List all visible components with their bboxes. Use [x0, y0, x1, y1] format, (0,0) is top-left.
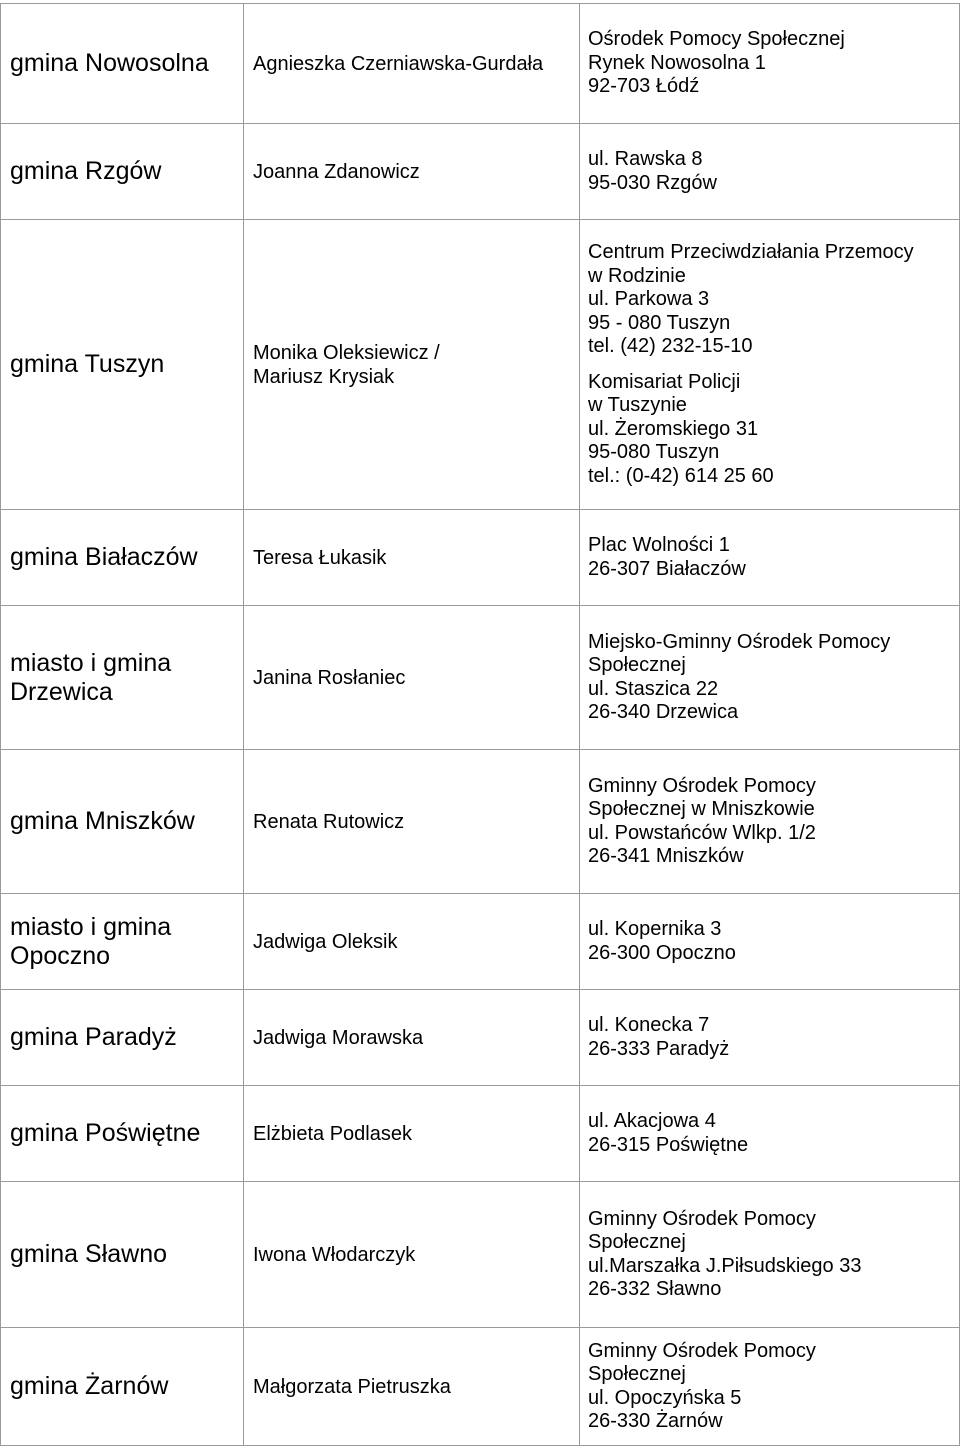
address-cell	[580, 990, 960, 1086]
address-line: Gminny Ośrodek Pomocy	[588, 1207, 816, 1230]
contact-person-name: Elżbieta Podlasek	[253, 1122, 412, 1145]
address-line: Społecznej w Mniszkowie	[588, 798, 815, 820]
gmina-name: gmina Białaczów	[10, 543, 198, 571]
address-line: Komisariat Policji	[588, 370, 741, 393]
address-line: 95 - 080 Tuszyn	[588, 311, 731, 334]
contact-person-name: Agnieszka Czerniawska-Gurdała	[253, 52, 544, 75]
contact-person-cell	[244, 1182, 580, 1328]
address-cell	[580, 220, 960, 510]
address-line: 26-315 Poświętne	[588, 1133, 749, 1156]
gmina-cell	[1, 990, 244, 1086]
address-line: ul. Żeromskiego 31	[588, 417, 759, 440]
contact-person-name: Teresa Łukasik	[253, 546, 387, 569]
gmina-name: gmina Poświętne	[10, 1119, 201, 1147]
contact-person-cell	[244, 990, 580, 1086]
address-line: ul. Parkowa 3	[588, 288, 710, 310]
address-line: ul. Konecka 7	[588, 1014, 710, 1036]
gmina-name: gmina Tuszyn	[10, 350, 165, 378]
address-line: tel.: (0-42) 614 25 60	[588, 464, 774, 487]
address-line: 26-332 Sławno	[588, 1278, 722, 1300]
address-line: Społecznej	[588, 1231, 686, 1253]
address-line: 95-080 Tuszyn	[588, 441, 720, 463]
gmina-name: miasto i gmina	[10, 912, 172, 941]
address-line: Społecznej	[588, 654, 686, 676]
gmina-cell	[1, 4, 244, 124]
contact-person-name: Monika Oleksiewicz /	[253, 341, 440, 364]
contact-person-cell	[244, 750, 580, 894]
contact-table	[0, 3, 960, 1446]
table-row	[1, 1328, 960, 1446]
address-line: ul. Rawska 8	[588, 148, 703, 170]
address-line: Ośrodek Pomocy Społecznej	[588, 28, 845, 51]
address-line: Centrum Przeciwdziałania Przemocy	[588, 241, 914, 263]
address-cell	[580, 124, 960, 220]
address-cell	[580, 606, 960, 750]
table-row	[1, 124, 960, 220]
table-row	[1, 1182, 960, 1328]
address-line: 26-300 Opoczno	[588, 941, 736, 964]
address-line: 92-703 Łódź	[588, 75, 700, 98]
table-row	[1, 4, 960, 124]
contact-person-name: Renata Rutowicz	[253, 810, 405, 833]
address-line: ul. Powstańców Wlkp. 1/2	[588, 821, 816, 844]
table-row	[1, 510, 960, 606]
gmina-cell	[1, 894, 244, 990]
address-line: ul. Kopernika 3	[588, 918, 722, 940]
address-block-gap	[588, 359, 959, 371]
table-row	[1, 990, 960, 1086]
gmina-name: gmina Paradyż	[10, 1023, 177, 1051]
contact-person-cell	[244, 510, 580, 606]
address-line: 95-030 Rzgów	[588, 171, 717, 194]
gmina-name: miasto i gmina	[10, 648, 172, 677]
address-line: Gminny Ośrodek Pomocy	[588, 774, 816, 797]
address-line: 26-341 Mniszków	[588, 845, 744, 867]
gmina-name: Opoczno	[10, 941, 111, 970]
gmina-name: gmina Nowosolna	[10, 49, 209, 77]
contact-person-cell	[244, 124, 580, 220]
gmina-cell	[1, 220, 244, 510]
address-line: w Tuszynie	[588, 394, 687, 416]
contact-person-name: Jadwiga Morawska	[253, 1026, 424, 1049]
gmina-name: gmina Mniszków	[10, 807, 195, 835]
contact-person-cell	[244, 4, 580, 124]
table-row	[1, 1086, 960, 1182]
address-cell	[580, 894, 960, 990]
table-row	[1, 750, 960, 894]
address-line: tel. (42) 232-15-10	[588, 335, 753, 357]
contact-person-cell	[244, 894, 580, 990]
address-line: ul. Staszica 22	[588, 677, 719, 700]
address-cell	[580, 750, 960, 894]
address-line: Gminny Ośrodek Pomocy	[588, 1339, 816, 1362]
contact-person-name: Joanna Zdanowicz	[253, 160, 420, 183]
address-line: Społecznej	[588, 1363, 686, 1385]
gmina-name: gmina Rzgów	[10, 157, 162, 185]
address-line: ul. Opoczyńska 5	[588, 1386, 742, 1409]
address-line: ul.Marszałka J.Piłsudskiego 33	[588, 1254, 862, 1277]
contact-person-name: Iwona Włodarczyk	[253, 1243, 416, 1266]
address-cell	[580, 4, 960, 124]
table-row	[1, 894, 960, 990]
contact-person-name: Mariusz Krysiak	[253, 365, 395, 388]
contact-person-cell	[244, 1086, 580, 1182]
gmina-cell	[1, 510, 244, 606]
gmina-cell	[1, 750, 244, 894]
gmina-cell	[1, 1328, 244, 1446]
gmina-cell	[1, 1086, 244, 1182]
gmina-name: gmina Sławno	[10, 1240, 168, 1268]
contact-person-name: Janina Rosłaniec	[253, 666, 406, 689]
address-cell	[580, 510, 960, 606]
address-cell	[580, 1182, 960, 1328]
gmina-cell	[1, 1182, 244, 1328]
address-line: 26-330 Żarnów	[588, 1410, 723, 1432]
contact-person-cell	[244, 220, 580, 510]
contact-person-cell	[244, 1328, 580, 1446]
table-row	[1, 606, 960, 750]
address-line: w Rodzinie	[588, 264, 686, 287]
contact-person-cell	[244, 606, 580, 750]
address-line: Plac Wolności 1	[588, 534, 730, 556]
address-line: 26-307 Białaczów	[588, 557, 746, 580]
gmina-name: Drzewica	[10, 677, 113, 706]
address-line: 26-333 Paradyż	[588, 1037, 730, 1060]
address-line: 26-340 Drzewica	[588, 701, 739, 723]
gmina-cell	[1, 606, 244, 750]
gmina-cell	[1, 124, 244, 220]
address-cell	[580, 1328, 960, 1446]
address-cell	[580, 1086, 960, 1182]
address-line: Rynek Nowosolna 1	[588, 51, 766, 74]
table-row	[1, 220, 960, 510]
gmina-name: gmina Żarnów	[10, 1372, 169, 1400]
contact-person-name: Jadwiga Oleksik	[253, 930, 398, 953]
address-line: ul. Akacjowa 4	[588, 1110, 716, 1132]
contact-table-body	[1, 4, 960, 1446]
contact-person-name: Małgorzata Pietruszka	[253, 1375, 451, 1398]
address-line: Miejsko-Gminny Ośrodek Pomocy	[588, 630, 891, 653]
